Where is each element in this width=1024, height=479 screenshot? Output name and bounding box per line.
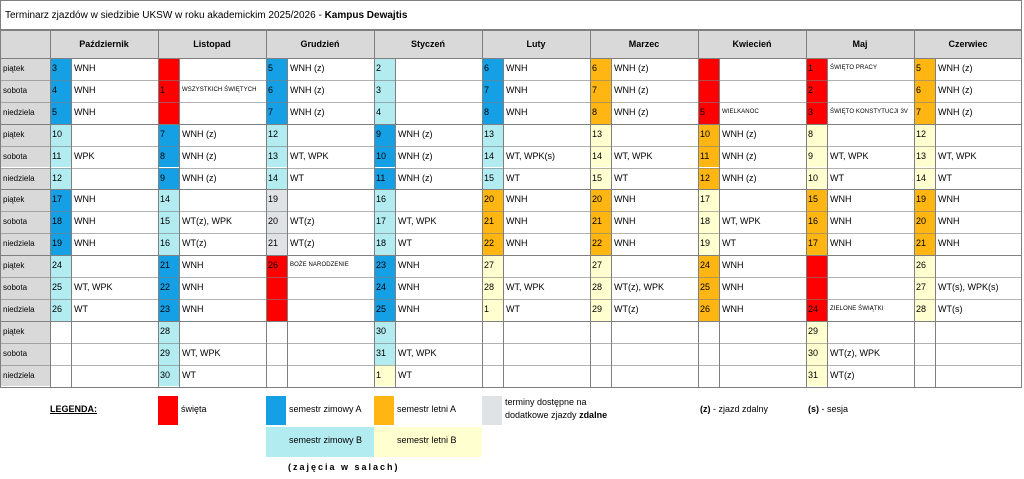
date-cell: 20 — [482, 189, 503, 211]
event-cell: WNH — [938, 194, 960, 205]
event-cell: WNH — [398, 303, 420, 314]
event-cell: WNH (z) — [182, 172, 217, 183]
grid-hline — [0, 321, 1022, 322]
month-header: Czerwiec — [914, 30, 1022, 58]
grid-hline — [0, 233, 1022, 234]
date-cell: 11 — [50, 146, 71, 168]
month-header: Grudzień — [266, 30, 374, 58]
page-title — [0, 0, 1022, 30]
date-cell: 16 — [806, 211, 827, 233]
holiday-swatch — [158, 396, 178, 425]
date-cell — [158, 102, 179, 124]
date-cell: 5 — [50, 102, 71, 124]
event-cell: WT, WPK — [398, 216, 437, 227]
event-cell: WT, WPK — [74, 282, 113, 292]
date-cell: 23 — [374, 255, 395, 277]
date-cell — [266, 277, 287, 299]
date-cell: 25 — [50, 277, 71, 299]
grid-hline — [0, 80, 1022, 81]
event-cell: WNH — [830, 194, 852, 205]
day-label: niedziela — [0, 365, 50, 387]
date-cell: 19 — [266, 189, 287, 211]
date-cell: 21 — [914, 233, 935, 255]
event-cell: WNH — [74, 194, 96, 205]
event-cell: WT — [722, 238, 736, 249]
date-cell: 22 — [158, 277, 179, 299]
grid-hline — [0, 168, 1022, 169]
date-cell: 31 — [806, 365, 827, 387]
event-cell: WNH (z) — [398, 172, 433, 183]
event-cell: WT — [506, 303, 520, 314]
event-cell: BOŻE NARODZENIE — [290, 262, 349, 269]
grid-hline — [0, 211, 1022, 212]
event-cell: WT — [614, 172, 628, 183]
day-label: sobota — [0, 146, 50, 168]
grid-vline — [503, 58, 504, 387]
date-cell: 10 — [806, 168, 827, 190]
date-cell — [698, 58, 719, 80]
month-header: Listopad — [158, 30, 266, 58]
campus-name: Kampus Dewajtis — [324, 10, 408, 21]
month-header: Marzec — [590, 30, 698, 58]
date-cell: 8 — [806, 124, 827, 146]
event-cell: WNH — [830, 216, 852, 227]
corner-header — [0, 30, 50, 58]
event-cell: WNH — [74, 63, 96, 73]
date-cell: 20 — [914, 211, 935, 233]
day-label: piątek — [0, 321, 50, 343]
grid-hline — [0, 58, 1022, 59]
grid-vline — [266, 30, 267, 387]
event-cell: WNH (z) — [614, 63, 649, 73]
event-cell: WNH (z) — [938, 84, 973, 95]
legend-summer-b: semestr letni B — [397, 435, 457, 445]
event-cell: WNH (z) — [182, 128, 217, 139]
event-cell: WNH — [74, 216, 96, 227]
date-cell: 26 — [50, 299, 71, 321]
grid-vline — [287, 58, 288, 387]
grid-hline — [0, 146, 1022, 147]
grid-hline — [0, 124, 1022, 125]
date-cell: 14 — [158, 189, 179, 211]
schedule-grid — [0, 30, 1024, 380]
event-cell: WNH (z) — [398, 150, 433, 161]
event-cell: WNH (z) — [290, 63, 325, 73]
event-cell: WT — [398, 369, 412, 380]
date-cell: 18 — [374, 233, 395, 255]
date-cell: 23 — [158, 299, 179, 321]
grid-vline — [698, 30, 699, 387]
date-cell: 20 — [590, 189, 611, 211]
day-label: piątek — [0, 189, 50, 211]
event-cell: WNH (z) — [722, 172, 757, 183]
event-cell: WNH — [506, 238, 528, 249]
date-cell: 19 — [914, 189, 935, 211]
date-cell: 5 — [698, 102, 719, 124]
remote-text: - zjazd zdalny — [710, 404, 769, 414]
date-cell: 21 — [158, 255, 179, 277]
grid-hline — [0, 189, 1022, 190]
date-cell: 29 — [590, 299, 611, 321]
grid-vline — [719, 58, 720, 387]
date-cell: 24 — [50, 255, 71, 277]
legend-extra-text: dodatkowe zjazdy — [505, 410, 577, 420]
date-cell: 24 — [806, 299, 827, 321]
event-cell: WNH (z) — [614, 106, 649, 117]
date-cell — [806, 277, 827, 299]
event-cell: WT(z), WPK — [830, 347, 880, 358]
day-label: niedziela — [0, 102, 50, 124]
date-cell: 13 — [590, 124, 611, 146]
extra-swatch — [482, 396, 502, 425]
event-cell: WNH — [830, 238, 852, 249]
date-cell: 6 — [266, 80, 287, 102]
date-cell: 14 — [590, 146, 611, 168]
date-cell: 13 — [914, 146, 935, 168]
date-cell: 10 — [698, 124, 719, 146]
grid-vline — [590, 30, 591, 387]
date-cell: 28 — [914, 299, 935, 321]
date-cell: 30 — [374, 321, 395, 343]
date-cell: 1 — [158, 80, 179, 102]
day-label: sobota — [0, 211, 50, 233]
date-cell: 8 — [590, 102, 611, 124]
date-cell: 24 — [698, 255, 719, 277]
date-cell: 14 — [266, 168, 287, 190]
date-cell: 12 — [50, 168, 71, 190]
date-cell: 5 — [266, 58, 287, 80]
date-cell: 15 — [482, 168, 503, 190]
date-cell: 22 — [590, 233, 611, 255]
date-cell: 1 — [482, 299, 503, 321]
legend-winter-a: semestr zimowy A — [289, 404, 362, 414]
event-cell: WT(z) — [830, 369, 855, 380]
date-cell: 6 — [482, 58, 503, 80]
date-cell: 27 — [590, 255, 611, 277]
date-cell: 3 — [374, 80, 395, 102]
date-cell: 29 — [158, 343, 179, 365]
date-cell: 18 — [698, 211, 719, 233]
day-label: niedziela — [0, 168, 50, 190]
date-cell: 24 — [374, 277, 395, 299]
date-cell — [266, 299, 287, 321]
date-cell: 3 — [806, 102, 827, 124]
date-cell: 6 — [914, 80, 935, 102]
date-cell: 26 — [698, 299, 719, 321]
event-cell: WT — [398, 238, 412, 249]
date-cell: 30 — [806, 343, 827, 365]
event-cell: WNH — [722, 282, 744, 292]
date-cell: 13 — [266, 146, 287, 168]
date-cell: 28 — [482, 277, 503, 299]
event-cell: WT, WPK(s) — [506, 150, 555, 161]
grid-hline — [0, 102, 1022, 103]
remote-key: (z) — [700, 404, 711, 414]
event-cell: WT — [938, 172, 952, 183]
date-cell: 2 — [374, 58, 395, 80]
date-cell: 14 — [482, 146, 503, 168]
grid-vline — [374, 30, 375, 387]
legend-title: LEGENDA: — [50, 404, 97, 414]
date-cell: 8 — [158, 146, 179, 168]
event-cell: WT, WPK — [722, 216, 761, 227]
grid-hline — [0, 299, 1022, 300]
day-label: piątek — [0, 58, 50, 80]
date-cell: 17 — [50, 189, 71, 211]
date-cell: 19 — [50, 233, 71, 255]
event-cell: WT — [182, 369, 196, 380]
date-cell: 10 — [50, 124, 71, 146]
event-cell: WT — [830, 172, 844, 183]
winter-a-swatch — [266, 396, 286, 425]
grid-vline — [482, 30, 483, 387]
month-header: Luty — [482, 30, 590, 58]
event-cell: WNH — [938, 238, 960, 249]
grid-vline — [827, 58, 828, 387]
date-cell: 2 — [806, 80, 827, 102]
date-cell — [698, 80, 719, 102]
date-cell: 28 — [590, 277, 611, 299]
grid-vline — [395, 58, 396, 387]
event-cell: WT — [74, 303, 88, 314]
event-cell: ŚWIĘTO KONSTYTUCJI 3V — [830, 108, 908, 115]
grid-vline — [611, 58, 612, 387]
legend-remote — [700, 404, 768, 414]
event-cell: WNH — [182, 260, 204, 271]
date-cell: 19 — [698, 233, 719, 255]
date-cell: 11 — [374, 168, 395, 190]
date-cell: 7 — [482, 80, 503, 102]
grid-vline — [806, 30, 807, 387]
legend — [0, 380, 1024, 479]
date-cell: 12 — [698, 168, 719, 190]
date-cell: 13 — [482, 124, 503, 146]
date-cell: 25 — [698, 277, 719, 299]
date-cell: 18 — [50, 211, 71, 233]
event-cell: WT, WPK — [398, 347, 437, 358]
date-cell: 6 — [590, 58, 611, 80]
legend-holiday: święta — [181, 404, 207, 414]
date-cell: 12 — [914, 124, 935, 146]
date-cell: 30 — [158, 365, 179, 387]
event-cell: WNH — [506, 216, 528, 227]
event-cell: WT, WPK — [614, 150, 653, 161]
event-cell: WT(s), WPK(s) — [938, 282, 999, 292]
event-cell: WNH — [614, 194, 636, 205]
legend-session — [808, 404, 848, 414]
grid-hline — [0, 277, 1022, 278]
event-cell: WT(z), WPK — [182, 216, 232, 227]
event-cell: WNH — [182, 303, 204, 314]
session-key: (s) — [808, 404, 819, 414]
day-label: niedziela — [0, 299, 50, 321]
legend-summer-a: semestr letni A — [397, 404, 457, 414]
grid-vline — [1021, 30, 1022, 387]
date-cell: 4 — [374, 102, 395, 124]
date-cell: 9 — [806, 146, 827, 168]
event-cell: WNH (z) — [722, 150, 757, 161]
event-cell: WNH (z) — [182, 150, 217, 161]
event-cell: WT, WPK — [830, 150, 869, 161]
event-cell: WNH — [722, 303, 744, 314]
day-label: niedziela — [0, 233, 50, 255]
event-cell: WNH — [506, 63, 528, 73]
event-cell: WNH — [506, 194, 528, 205]
date-cell: 20 — [266, 211, 287, 233]
date-cell: 15 — [158, 211, 179, 233]
event-cell: WT(z), WPK — [614, 282, 664, 292]
date-cell: 28 — [158, 321, 179, 343]
grid-vline — [158, 30, 159, 387]
grid-vline — [914, 30, 915, 387]
event-cell: WT(z) — [614, 303, 639, 314]
rooms-note: (zajęcia w salach) — [288, 462, 400, 472]
day-label: piątek — [0, 255, 50, 277]
event-cell: WNH (z) — [614, 84, 649, 95]
date-cell: 21 — [590, 211, 611, 233]
event-cell: WIELKANOC — [722, 108, 759, 115]
date-cell: 11 — [698, 146, 719, 168]
event-cell: WNH (z) — [938, 106, 973, 117]
event-cell: WT(z) — [290, 216, 315, 227]
grid-vline — [179, 58, 180, 387]
date-cell: 7 — [266, 102, 287, 124]
legend-extra-line2 — [505, 410, 607, 420]
date-cell: 1 — [374, 365, 395, 387]
day-label: sobota — [0, 343, 50, 365]
date-cell: 4 — [50, 80, 71, 102]
month-header: Styczeń — [374, 30, 482, 58]
date-cell: 22 — [482, 233, 503, 255]
event-cell: WNH — [74, 84, 96, 95]
grid-hline — [0, 343, 1022, 344]
event-cell: WNH — [398, 260, 420, 271]
month-header: Maj — [806, 30, 914, 58]
event-cell: WNH — [182, 282, 204, 292]
grid-vline — [50, 30, 51, 387]
event-cell: WT, WPK — [290, 150, 329, 161]
date-cell: 25 — [374, 299, 395, 321]
event-cell: ZIELONE ŚWIĄTKI — [830, 305, 884, 312]
date-cell: 5 — [914, 58, 935, 80]
event-cell: WT — [506, 172, 520, 183]
date-cell: 29 — [806, 321, 827, 343]
day-label: piątek — [0, 124, 50, 146]
event-cell: WNH (z) — [290, 106, 325, 117]
grid-hline — [0, 30, 1022, 31]
event-cell: WNH — [614, 238, 636, 249]
event-cell: WNH — [722, 260, 744, 271]
event-cell: WNH (z) — [722, 128, 757, 139]
date-cell — [806, 255, 827, 277]
date-cell — [158, 58, 179, 80]
date-cell: 7 — [590, 80, 611, 102]
legend-winter-b: semestr zimowy B — [289, 435, 363, 445]
event-cell: WSZYSTKICH ŚWIĘTYCH — [182, 86, 257, 93]
event-cell: WNH — [506, 106, 528, 117]
event-cell: WT, WPK — [182, 347, 221, 358]
date-cell: 8 — [482, 102, 503, 124]
grid-vline — [0, 30, 1, 387]
event-cell: WNH (z) — [938, 63, 973, 73]
title-text: Terminarz zjazdów w siedzibie UKSW w roku akademickim 2025/2026 - — [5, 10, 325, 21]
date-cell: 21 — [482, 211, 503, 233]
date-cell: 16 — [158, 233, 179, 255]
event-cell: WNH — [398, 282, 420, 292]
grid-vline — [71, 58, 72, 387]
event-cell: WNH — [74, 106, 96, 117]
month-header: Październik — [50, 30, 158, 58]
event-cell: WNH — [938, 216, 960, 227]
session-text: - sesja — [819, 404, 849, 414]
event-cell: WNH (z) — [398, 128, 433, 139]
legend-extra-bold: zdalne — [579, 410, 608, 420]
legend-extra-line1: terminy dostępne na — [505, 397, 587, 407]
date-cell: 17 — [374, 211, 395, 233]
summer-a-swatch — [374, 396, 394, 425]
event-cell: ŚWIĘTO PRACY — [830, 65, 878, 71]
date-cell: 3 — [50, 58, 71, 80]
day-label: sobota — [0, 277, 50, 299]
event-cell: WNH — [506, 84, 528, 95]
date-cell: 26 — [914, 255, 935, 277]
date-cell: 9 — [158, 168, 179, 190]
date-cell: 9 — [374, 124, 395, 146]
date-cell: 17 — [698, 189, 719, 211]
event-cell: WT(s) — [938, 303, 963, 314]
date-cell: 10 — [374, 146, 395, 168]
event-cell: WT, WPK — [506, 282, 545, 292]
date-cell: 27 — [914, 277, 935, 299]
date-cell: 1 — [806, 58, 827, 80]
event-cell: WPK — [74, 150, 95, 161]
day-label: sobota — [0, 80, 50, 102]
event-cell: WNH — [614, 216, 636, 227]
date-cell: 12 — [266, 124, 287, 146]
event-cell: WNH (z) — [290, 84, 325, 95]
event-cell: WT(z) — [182, 238, 207, 249]
grid-vline — [935, 58, 936, 387]
month-header: Kwiecień — [698, 30, 806, 58]
event-cell: WT(z) — [290, 238, 315, 249]
grid-hline — [0, 365, 1022, 366]
date-cell: 31 — [374, 343, 395, 365]
event-cell: WT — [290, 172, 304, 183]
date-cell: 15 — [590, 168, 611, 190]
date-cell: 17 — [806, 233, 827, 255]
date-cell: 7 — [914, 102, 935, 124]
date-cell: 7 — [158, 124, 179, 146]
event-cell: WNH — [74, 238, 96, 249]
date-cell: 21 — [266, 233, 287, 255]
date-cell: 26 — [266, 255, 287, 277]
grid-hline — [0, 255, 1022, 256]
date-cell: 14 — [914, 168, 935, 190]
date-cell: 27 — [482, 255, 503, 277]
date-cell: 16 — [374, 189, 395, 211]
date-cell: 15 — [806, 189, 827, 211]
event-cell: WT, WPK — [938, 150, 977, 161]
